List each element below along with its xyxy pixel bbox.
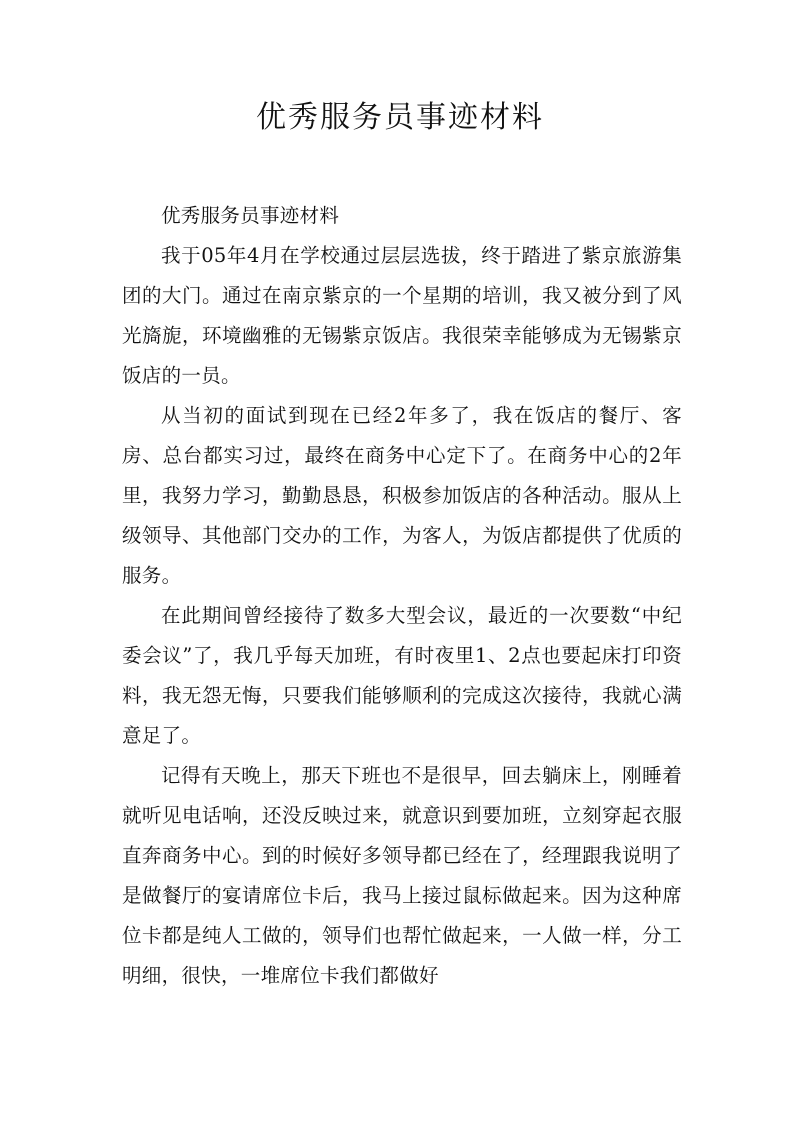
document-body <box>122 196 682 996</box>
paragraph-1: 我于05年4月在学校通过层层选拔，终于踏进了紫京旅游集团的大门。通过在南京紫京的一个星期的培训，我又被分到了风光旖旎，环境幽雅的无锡紫京饭店。我很荣幸能够成为无锡紫京饭店的一员。 <box>122 244 682 387</box>
document-subtitle-paragraph: 优秀服务员事迹材料 <box>161 204 340 227</box>
paragraph-2: 从当初的面试到现在已经2年多了，我在饭店的餐厅、客房、总台都实习过，最终在商务中心定下了。在商务中心的2年里，我努力学习，勤勤恳恳，积极参加饭店的各种活动。服从上级领导、其他部门交办的工作，为客人，为饭店都提供了优质的服务。 <box>122 404 682 587</box>
document-title: 优秀服务员事迹材料 <box>256 100 544 135</box>
paragraph-3: 在此期间曾经接待了数多大型会议，最近的一次要数“中纪委会议”了，我几乎每天加班，有时夜里1、2点也要起床打印资料，我无怨无悔，只要我们能够顺利的完成这次接待，我就心满意足了。 <box>122 604 682 747</box>
paragraph-4: 记得有天晚上，那天下班也不是很早，回去躺床上，刚睡着就听见电话响，还没反映过来，就意识到要加班，立刻穿起衣服直奔商务中心。到的时候好多领导都已经在了，经理跟我说明了是做餐厅的宴请席位卡后，我马上接过鼠标做起来。因为这种席位卡都是纯人工做的，领导们也帮忙做起来，一人做一样，分工明细，很快，一堆席位卡我们都做好 <box>122 764 682 987</box>
